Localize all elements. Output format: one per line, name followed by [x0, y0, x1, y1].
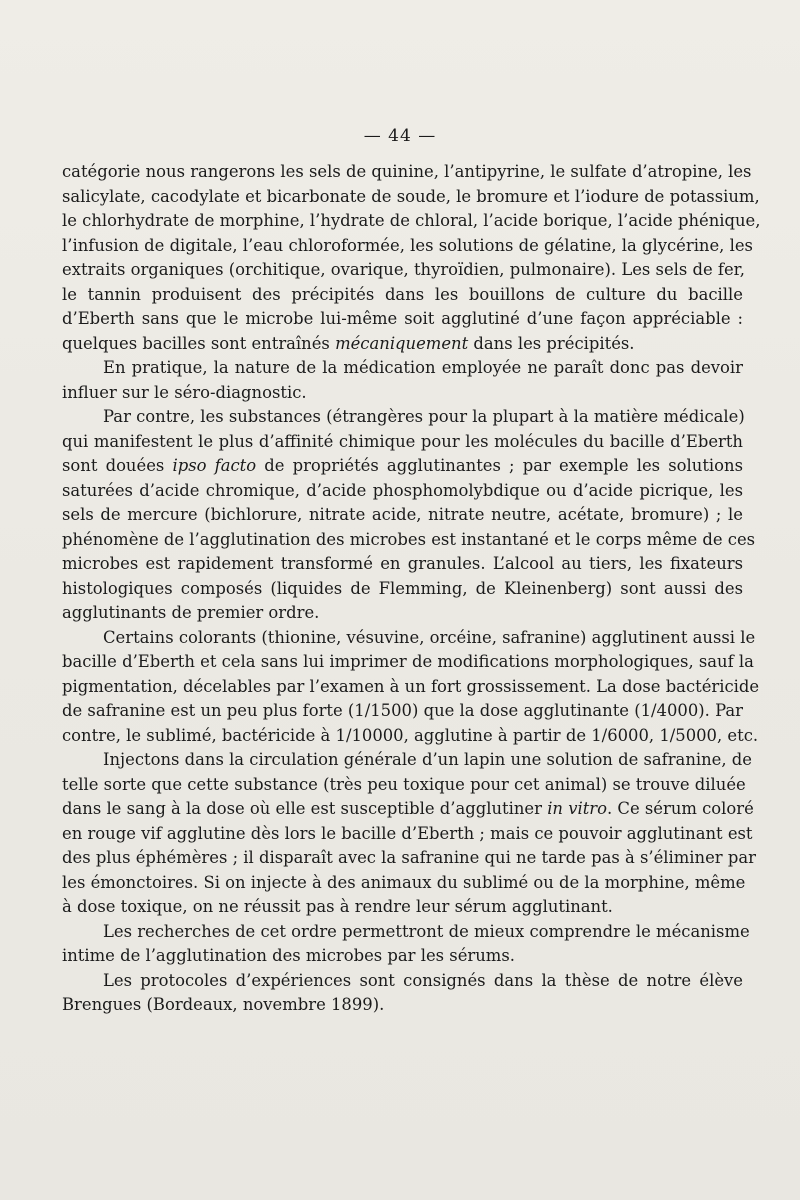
text-line: [62, 650, 754, 675]
text-line: [62, 920, 750, 945]
paragraph: [62, 748, 756, 920]
page-number: — 44 —: [363, 126, 437, 146]
text-run: sont douées: [62, 456, 173, 475]
text-run: Par contre, les substances (étrangères pour la plupart à la matière médicale): [103, 407, 745, 426]
text-run: sels de mercure (bichlorure, nitrate acide, nitrate neutre, acétate, bromure) ; le: [62, 505, 743, 524]
text-run: les émonctoires. Si on injecte à des animaux du sublimé ou de la morphine, même: [62, 872, 746, 892]
text-line: [62, 748, 752, 773]
paragraph: [62, 160, 761, 356]
text-run: à dose toxique, on ne réussit pas à rendre leur sérum agglutinant.: [62, 897, 613, 916]
italic-text: in vitro: [547, 799, 607, 818]
italic-text: mécaniquement: [335, 333, 469, 353]
text-run: l’infusion de digitale, l’eau chloroformée, les solutions de gélatine, la glycérine, les: [62, 235, 753, 255]
text-line: [62, 944, 743, 969]
text-run: saturées d’acide chromique, d’acide phosphomolybdique ou d’acide picrique, les: [62, 480, 743, 500]
text-run: microbes est rapidement transformé en granules. L’alcool au tiers, les fixateurs: [62, 554, 743, 573]
text-run: de propriétés agglutinantes ; par exemple les solutions: [256, 456, 743, 475]
text-line: [62, 479, 743, 504]
text-run: quelques bacilles sont entraînés: [62, 333, 336, 353]
text-line: [62, 601, 743, 626]
text-run: en rouge vif agglutine dès lors le bacille d’Eberth ; mais ce pouvoir agglutinant est: [62, 823, 753, 843]
paragraph: [62, 920, 750, 969]
text-line: [62, 552, 743, 577]
text-line: [62, 430, 743, 455]
text-run: Brengues (Bordeaux, novembre 1899).: [62, 995, 385, 1014]
text-run: phénomène de l’agglutination des microbes est instantané et le corps même de ces: [62, 529, 756, 549]
text-run: En pratique, la nature de la médication employée ne paraît donc pas devoir: [103, 358, 743, 377]
text-line: [62, 209, 761, 234]
text-run: des plus éphémères ; il disparaît avec la safranine qui ne tarde pas à s’éliminer par: [62, 848, 756, 867]
text-line: [62, 528, 756, 553]
paragraph: [62, 405, 756, 626]
text-run: salicylate, cacodylate et bicarbonate de soude, le bromure et l’iodure de potassium,: [62, 186, 760, 206]
text-line: [62, 724, 759, 749]
text-line: [62, 822, 753, 847]
italic-text: ipso facto: [172, 456, 257, 475]
text-run: Les recherches de cet ordre permettront de mieux comprendre le mécanisme: [103, 921, 750, 941]
paragraph: [62, 356, 743, 405]
text-run: le tannin produisent des précipités dans les bouillons de culture du bacille: [62, 284, 743, 304]
text-run: telle sorte que cette substance (très peu toxique pour cet animal) se trouve diluée: [62, 774, 746, 794]
text-line: [62, 577, 743, 602]
text-line: [62, 405, 743, 430]
text-run: qui manifestent le plus d’affinité chimique pour les molécules du bacille d’Eberth: [62, 431, 743, 451]
text-run: dans le sang à la dose où elle est susceptible d’agglutiner: [62, 799, 548, 818]
text-run: Injectons dans la circulation générale d’un lapin une solution de safranine, de: [103, 750, 752, 769]
text-line: [62, 258, 743, 283]
text-run: d’Eberth sans que le microbe lui-même soit agglutiné d’une façon appréciable :: [62, 309, 743, 328]
text-line: [62, 381, 743, 406]
text-run: le chlorhydrate de morphine, l’hydrate de chloral, l’acide borique, l’acide phénique,: [62, 211, 761, 230]
text-line: [62, 234, 753, 259]
text-line: [62, 185, 760, 210]
text-line: [62, 675, 760, 700]
text-line: [62, 503, 743, 528]
text-line: [62, 332, 743, 357]
text-run: Certains colorants (thionine, vésuvine, orcéine, safranine) agglutinent aussi le: [103, 627, 756, 647]
paragraph: [62, 969, 743, 1018]
text-line: [62, 356, 743, 381]
body-text: [62, 160, 761, 1018]
text-line: [62, 993, 743, 1018]
text-run: Les protocoles d’expériences sont consignés dans la thèse de notre élève: [103, 970, 743, 990]
text-line: [62, 797, 754, 822]
text-run: extraits organiques (orchitique, ovarique, thyroïdien, pulmonaire). Les sels de fer,: [62, 260, 745, 279]
paragraph: [62, 626, 760, 749]
text-line: [62, 773, 746, 798]
text-run: influer sur le séro-diagnostic.: [62, 382, 307, 402]
text-line: [62, 160, 752, 185]
text-run: intime de l’agglutination des microbes par les sérums.: [62, 946, 515, 965]
text-line: [62, 969, 743, 994]
text-run: de safranine est un peu plus forte (1/1500) que la dose agglutinante (1/4000). Par: [62, 701, 743, 720]
text-line: [62, 895, 743, 920]
text-run: . Ce sérum coloré: [607, 799, 754, 818]
text-run: histologiques composés (liquides de Flemming, de Kleinenberg) sont aussi des: [62, 578, 743, 598]
text-line: [62, 699, 743, 724]
text-run: bacille d’Eberth et cela sans lui imprimer de modifications morphologiques, sauf la: [62, 652, 754, 671]
text-run: dans les précipités.: [468, 333, 635, 353]
text-line: [62, 626, 756, 651]
text-run: pigmentation, décelables par l’examen à un fort grossissement. La dose bactéricide: [62, 676, 760, 696]
text-line: [62, 454, 743, 479]
text-line: [62, 307, 743, 332]
text-line: [62, 283, 743, 308]
text-run: agglutinants de premier ordre.: [62, 603, 320, 622]
text-line: [62, 846, 756, 871]
text-run: catégorie nous rangerons les sels de quinine, l’antipyrine, le sulfate d’atropine, les: [62, 162, 752, 181]
text-run: contre, le sublimé, bactéricide à 1/10000, agglutine à partir de 1/6000, 1/5000, etc.: [62, 725, 759, 745]
text-line: [62, 871, 746, 896]
